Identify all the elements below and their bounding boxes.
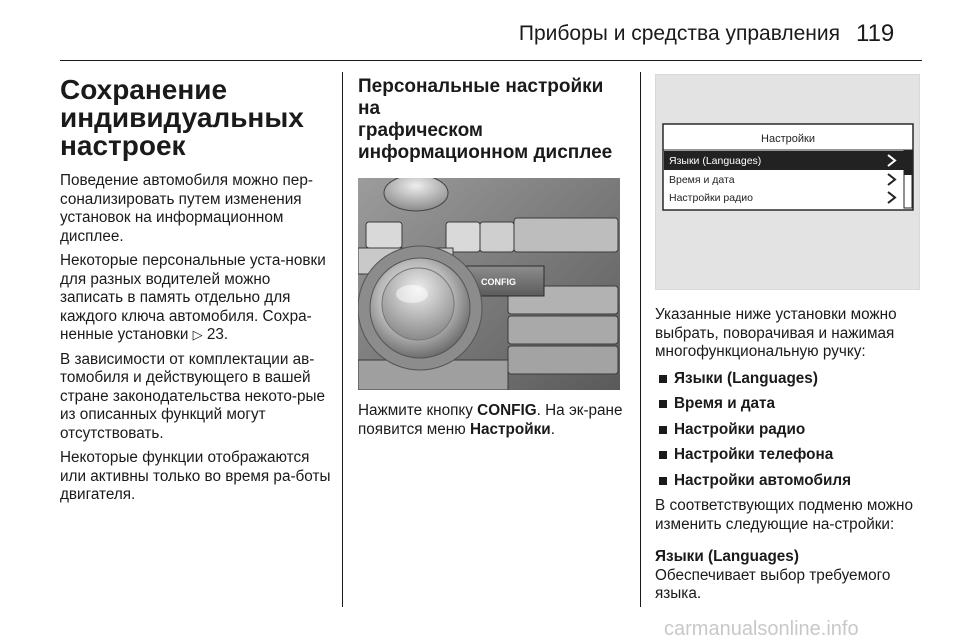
watermark: carmanualsonline.info [664,618,859,640]
column-2 [358,76,626,445]
subsection-heading: Персональные настройки на графическом информационном дисплее [358,76,613,163]
submenu-note: В соответствующих подменю можно изменить следующие на-стройки: [655,497,913,533]
display-screen-figure [655,74,920,290]
bullet-square-icon [659,375,667,383]
list-item: Настройки телефона [655,446,923,465]
console-photo [358,178,620,390]
list-item: Языки (Languages) [655,370,923,389]
screen-item-3: Настройки радио [669,192,753,204]
page-number: 119 [856,20,895,47]
column-1 [60,76,332,511]
bullet-square-icon [659,451,667,459]
screen-item-2: Время и дата [669,174,735,186]
list-item: Настройки автомобиля [655,472,923,491]
column-divider-right [640,72,641,607]
page-ref: 23. [206,326,229,343]
header-title: Приборы и средства управления [518,22,840,45]
bullet-square-icon [659,400,667,408]
paragraph-1: Поведение автомобиля можно пер-сонализировать путем изменения установок на информационном дисплее. [60,172,313,245]
languages-description: Обеспечивает выбор требуемого языка. [655,566,891,602]
list-item: Настройки радио [655,421,923,440]
column-divider-left [342,72,343,607]
settings-list [655,370,923,491]
languages-subheading: Языки (Languages) [655,548,799,565]
screen-title: Настройки [761,133,815,145]
settings-intro: Указанные ниже установки можно выбрать, поворачивая и нажимая многофункциональную ручку: [655,306,897,360]
bullet-square-icon [659,426,667,434]
paragraph-3: В зависимости от комплектации ав-томобиля и действующего в вашей стране законодательства некото-рые из описанных функций могут отсутствовать. [60,350,326,442]
screen-item-1: Языки (Languages) [669,155,762,167]
column-3 [655,74,923,610]
page-ref-icon: ▷ [192,327,203,342]
bullet-square-icon [659,477,667,485]
config-instruction: Нажмите кнопку CONFIG. На эк-ране появится меню Настройки. [358,402,623,438]
header-rule [60,60,922,61]
paragraph-4: Некоторые функции отображаются или активны только во время ра-боты двигателя. [60,449,331,503]
paragraph-2: Некоторые персональные уста-новки для разных водителей можно записать в память отдельно для каждого ключа автомобиля. Сохра-ненные установки ▷ 23. [60,252,326,343]
list-item: Время и дата [655,395,923,414]
config-button-label: CONFIG [481,277,516,287]
section-heading: Сохранение индивидуальных настроек [60,74,304,161]
